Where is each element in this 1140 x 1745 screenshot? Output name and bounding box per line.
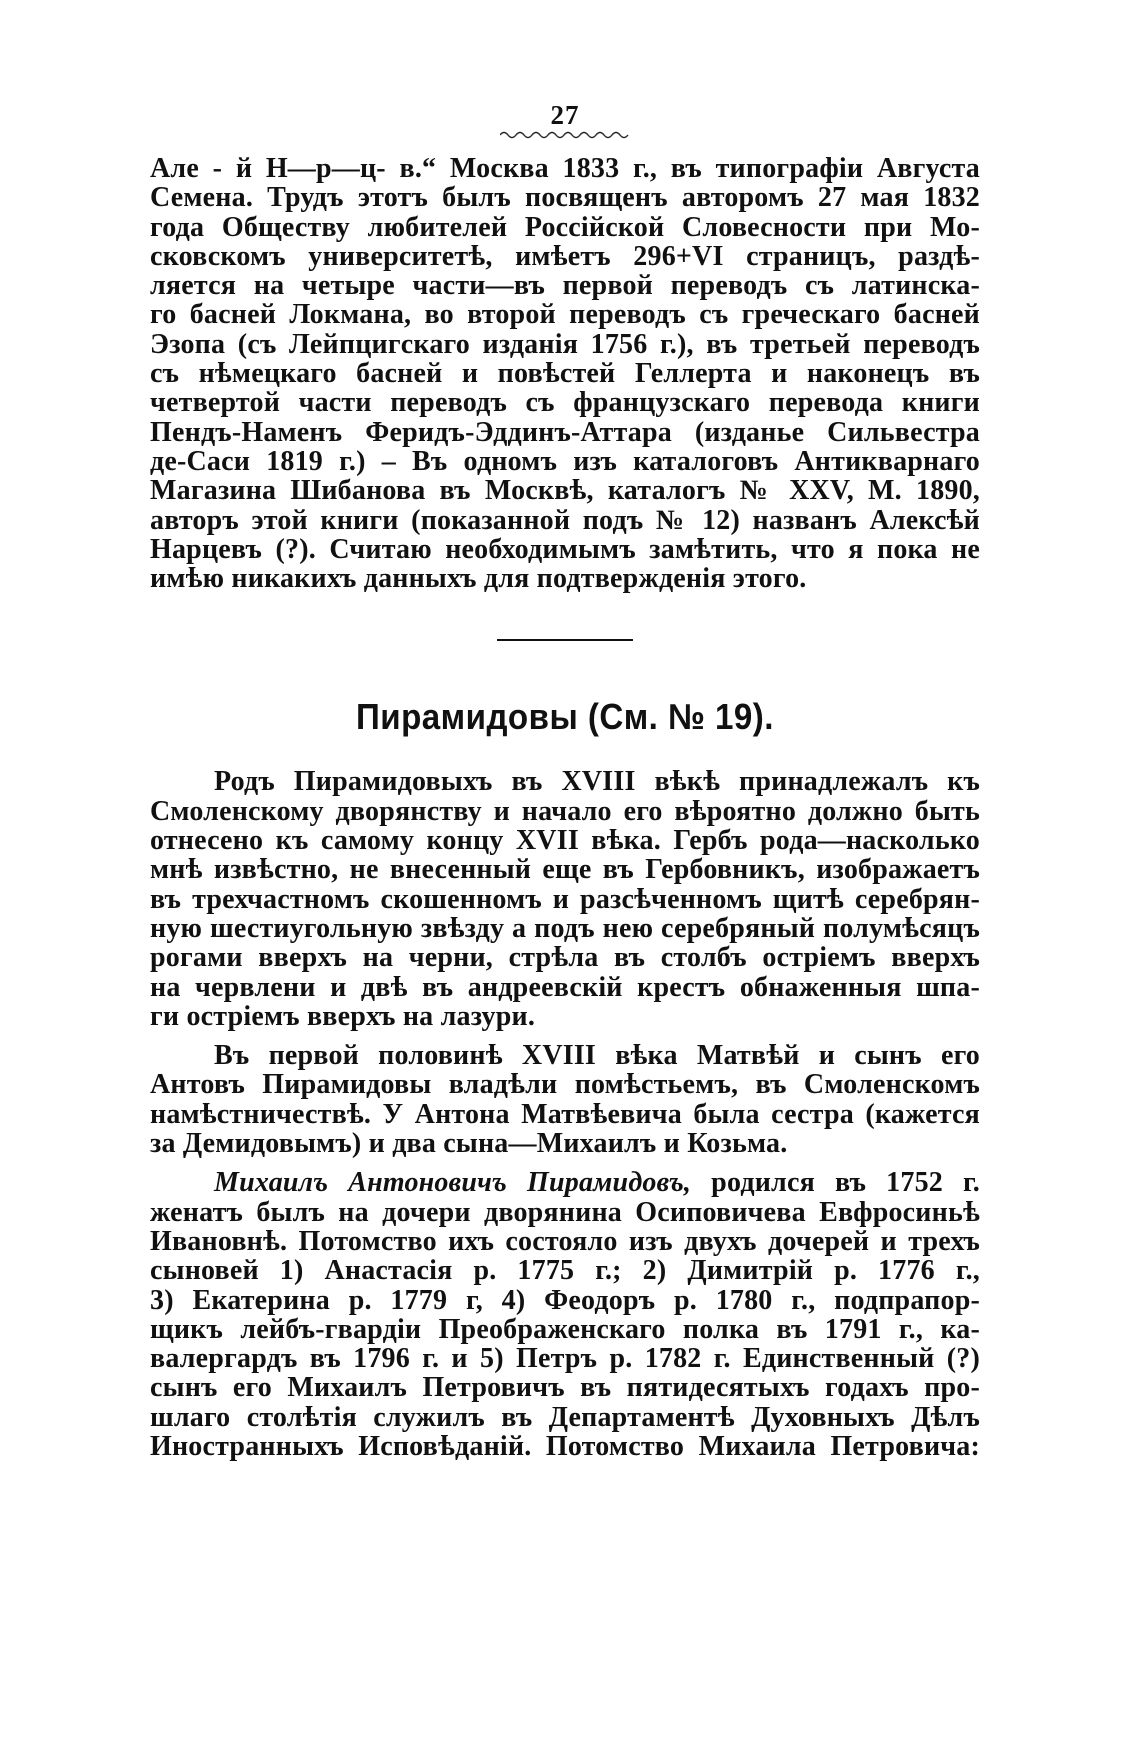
paragraph-4 bbox=[150, 1168, 980, 1461]
text-line: ную шестиугольную звѣзду а подъ нею серебряный полумѣсяцъ bbox=[150, 912, 980, 944]
text-line: авторъ этой книги (показанной подъ № 12) названъ Алексѣй bbox=[150, 504, 980, 536]
text-line: рогами вверхъ на черни, стрѣла въ столбъ остріемъ вверхъ bbox=[150, 942, 980, 974]
paragraph-2 bbox=[150, 767, 980, 1031]
text-line: за Демидовымъ) и два сына—Михаилъ и Козьма. bbox=[150, 1128, 788, 1160]
section-divider bbox=[497, 639, 633, 641]
text-line: Иностранныхъ Исповѣданій. Потомство Михаила Петровича: bbox=[150, 1430, 980, 1462]
text-fragment: родился въ 1752 г. bbox=[711, 1167, 980, 1199]
text-line: ги остріемъ вверхъ на лазури. bbox=[150, 1000, 536, 1032]
section-title: Пирамидовы (См. № 19). bbox=[356, 696, 774, 738]
text-line: Але - й Н—р—ц- в.“ Москва 1833 г., въ типографіи Августа bbox=[150, 153, 980, 184]
text-line: Пендъ-Наменъ Феридъ-Эддинъ-Аттара (изданье Сильвестра bbox=[150, 416, 980, 448]
text-line: Магазина Шибанова въ Москвѣ, каталогъ № XXV, М. 1890, bbox=[150, 475, 980, 507]
text-line: сковскомъ университетѣ, имѣетъ 296+VI страницъ, раздѣ- bbox=[150, 240, 980, 272]
text-line: Смоленскому дворянству и начало его вѣроятно должно быть bbox=[150, 795, 980, 827]
text-line: шлаго столѣтія служилъ въ Департаментѣ Духовныхъ Дѣлъ bbox=[150, 1401, 980, 1433]
italic-name: Михаилъ Антоновичъ Пирамидовъ, bbox=[214, 1167, 692, 1199]
text-line: Родъ Пирамидовыхъ въ XVIII вѣкѣ принадлежалъ къ bbox=[214, 766, 980, 798]
text-line: го басней Локмана, во второй переводъ съ греческаго басней bbox=[150, 299, 980, 331]
text-line: 3) Екатерина р. 1779 г, 4) Феодоръ р. 1780 г., подпрапор- bbox=[150, 1284, 980, 1316]
text-line: валергардъ въ 1796 г. и 5) Петръ р. 1782 г. Единственный (?) bbox=[150, 1343, 980, 1375]
text-line: щикъ лейбъ-гвардіи Преображенскаго полка въ 1791 г., ка- bbox=[150, 1313, 980, 1345]
text-line: ляется на четыре части—въ первой переводъ съ латинска- bbox=[150, 270, 980, 302]
text-line: Семена. Трудъ этотъ былъ посвященъ авторомъ 27 мая 1832 bbox=[150, 182, 980, 214]
text-line: Антовъ Пирамидовы владѣли помѣстьемъ, въ Смоленскомъ bbox=[150, 1069, 980, 1101]
book-page bbox=[150, 100, 980, 1461]
text-line: на червлени и двѣ въ андреевскій крестъ обнаженныя шпа- bbox=[150, 971, 980, 1003]
text-line: Ивановнѣ. Потомство ихъ состояло изъ двухъ дочерей и трехъ bbox=[150, 1225, 980, 1257]
paragraph-3 bbox=[150, 1041, 980, 1158]
wavy-ornament-icon bbox=[500, 130, 630, 140]
text-line: мнѣ извѣстно, не внесенный еще въ Гербовникъ, изображаетъ bbox=[150, 854, 980, 886]
page-number: 27 bbox=[550, 100, 580, 130]
text-line: намѣстничествѣ. У Антона Матвѣевича была сестра (кажется bbox=[150, 1098, 980, 1130]
text-line: женатъ былъ на дочери дворянина Осиповичева Евфросиньѣ bbox=[150, 1196, 980, 1228]
text-line: Нарцевъ (?). Считаю необходимымъ замѣтить, что я пока не bbox=[150, 533, 980, 565]
text-line: Эзопа (съ Лейпцигскаго изданія 1756 г.), въ третьей переводъ bbox=[150, 328, 980, 360]
text-line: четвертой части переводъ съ французскаго перевода книги bbox=[150, 387, 980, 419]
text-line: сыновей 1) Анастасія р. 1775 г.; 2) Димитрій р. 1776 г., bbox=[150, 1255, 980, 1287]
text-line: съ нѣмецкаго басней и повѣстей Геллерта и наконецъ въ bbox=[150, 358, 980, 390]
text-line: имѣю никакихъ данныхъ для подтвержденія этого. bbox=[150, 563, 807, 595]
text-line: отнесено къ самому концу XVII вѣка. Гербъ рода—насколько bbox=[150, 825, 980, 857]
paragraph-1 bbox=[150, 154, 980, 593]
text-line bbox=[150, 1168, 980, 1197]
text-line: сынъ его Михаилъ Петровичъ въ пятидесятыхъ годахъ про- bbox=[150, 1372, 980, 1404]
text-line: года Обществу любителей Россійской Словесности при Мо- bbox=[150, 211, 980, 243]
text-line: Въ первой половинѣ XVIII вѣка Матвѣй и сынъ его bbox=[214, 1040, 980, 1072]
text-line: въ трехчастномъ скошенномъ и разсѣченномъ щитѣ серебрян- bbox=[150, 883, 980, 915]
text-line: де-Саси 1819 г.) – Въ одномъ изъ каталоговъ Антикварнаго bbox=[150, 445, 980, 477]
